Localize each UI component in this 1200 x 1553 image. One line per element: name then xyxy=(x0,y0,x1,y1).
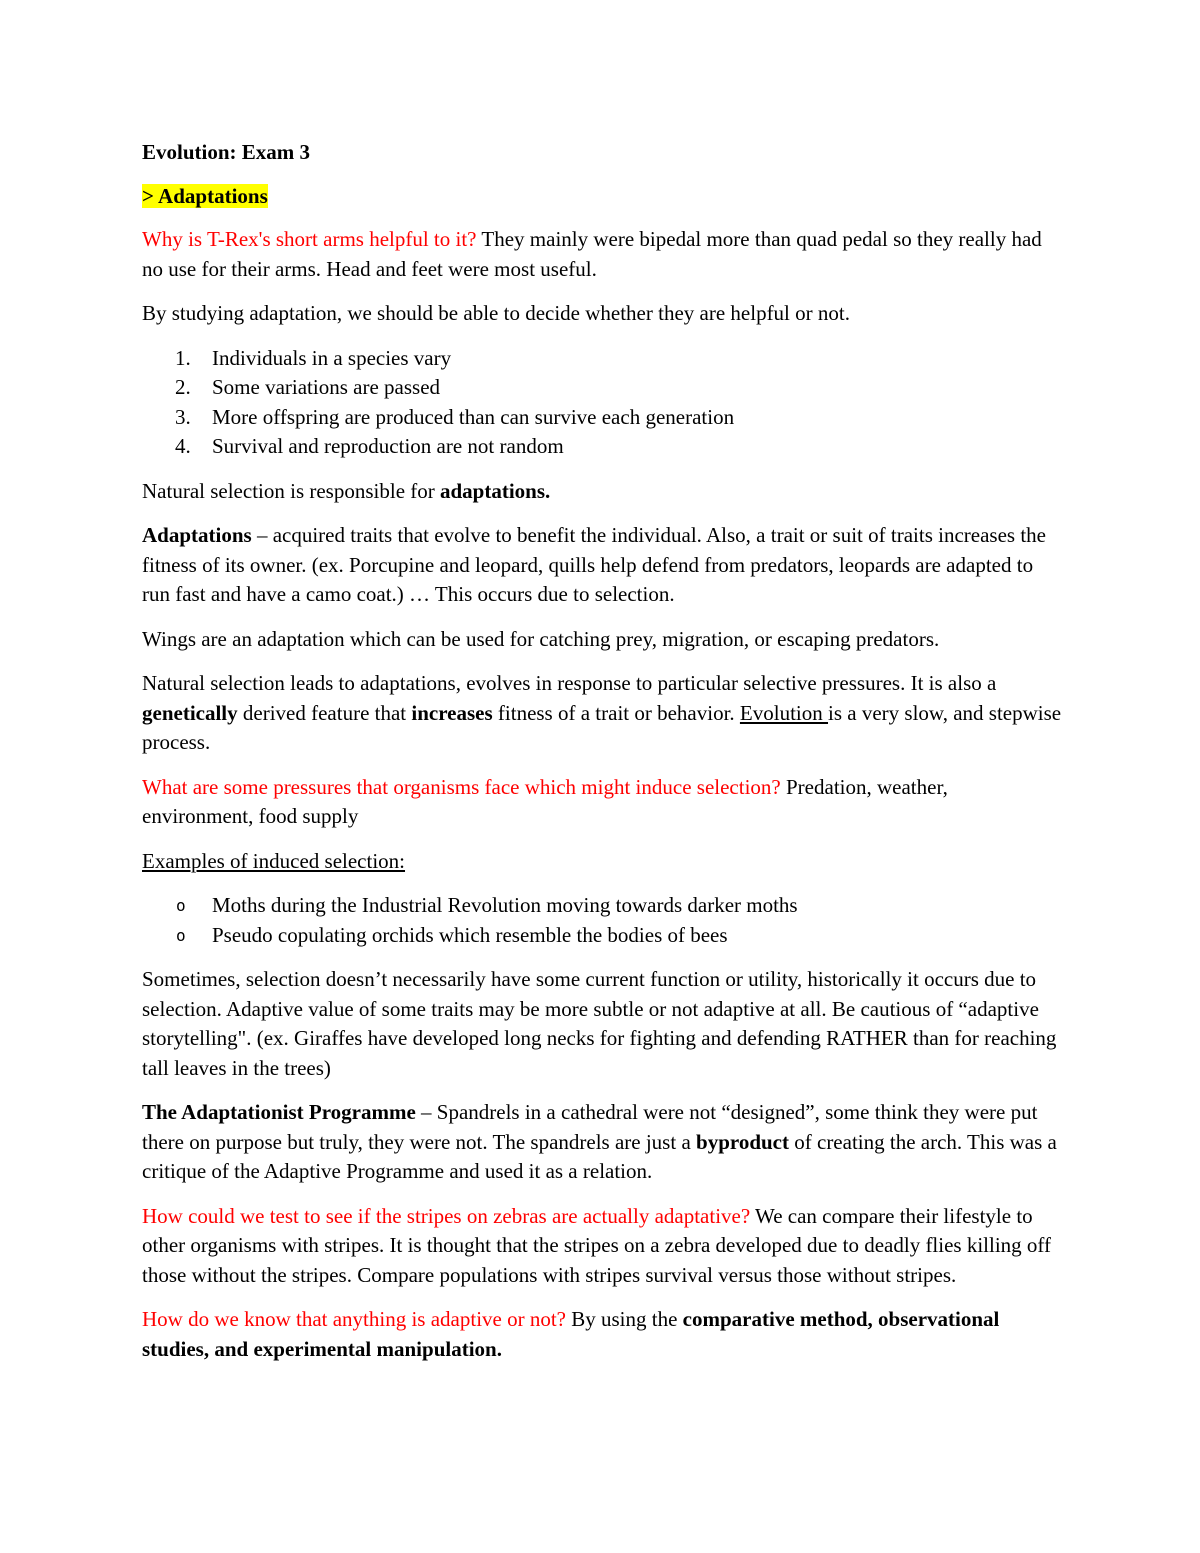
list-item xyxy=(142,373,1062,403)
paragraph-adaptationist-programme xyxy=(142,1098,1062,1187)
answer-text: We can compare their lifestyle to other organisms with stripes. It is thought that the stripes on a zebra developed due to deadly flies killing off those without the stripes. Compare populations with stripes survival versus those without stripes. xyxy=(142,1203,1052,1287)
list-item-text: Survival and reproduction are not random xyxy=(212,434,564,458)
definition-text: – acquired traits that evolve to benefit the individual. Also, a trait or suit of traits increases the fitness of its owner. (ex. Porcupine and leopard, quills help defend from predators, leopards are adapted to run fast and have a camo coat.) … This occurs due to selection. xyxy=(142,523,1046,606)
defined-term: Adaptations xyxy=(142,523,252,547)
list-item xyxy=(142,432,1062,462)
bullet-marker: o xyxy=(176,896,186,915)
bold-term: comparative method, observational studies, and experimental manipulation. xyxy=(142,1307,1000,1361)
defined-term: The Adaptationist Programme xyxy=(142,1100,416,1124)
underlined-heading: Examples of induced selection: xyxy=(142,848,406,873)
question-text: What are some pressures that organisms face which might induce selection? xyxy=(142,774,781,799)
paragraph-text: fitness of a trait or behavior. xyxy=(492,700,740,725)
list-item xyxy=(142,344,1062,374)
paragraph-selective-pressures xyxy=(142,669,1062,758)
paragraph-text: of creating the arch. This was a critique of the Adaptive Programme and used it as a relation. xyxy=(142,1129,1057,1183)
paragraph-zebra-stripes xyxy=(142,1202,1062,1291)
bold-term: genetically xyxy=(142,700,238,725)
paragraph-adaptive-storytelling: Sometimes, selection doesn’t necessarily have some current function or utility, historically it occurs due to selection. Adaptive value of some traits may be more subtle or not adaptive at all. Be cautious of “adaptive storytelling". (ex. Giraffes have developed long necks for fighting and defending RATHER than for reaching tall leaves in the trees) xyxy=(142,967,1057,1080)
list-item-text: Some variations are passed xyxy=(212,375,441,399)
question-text: How could we test to see if the stripes on zebras are actually adaptative? xyxy=(142,1203,751,1228)
paragraph-adaptations-definition xyxy=(142,521,1062,610)
list-item xyxy=(142,403,1062,433)
bold-term: increases xyxy=(411,700,493,725)
paragraph-text: Natural selection leads to adaptations, evolves in response to particular selective pressures. It is also a xyxy=(142,671,997,695)
paragraph-text: is a very slow, and stepwise process. xyxy=(142,700,1062,754)
underlined-term: Evolution xyxy=(739,700,829,725)
list-item-text: More offspring are produced than can survive each generation xyxy=(212,404,735,429)
list-number: 2. xyxy=(175,375,191,399)
document-title: Evolution: Exam 3 xyxy=(142,140,311,164)
document-page xyxy=(142,138,1062,1379)
bold-term: byproduct xyxy=(696,1129,789,1154)
answer-text: They mainly were bipedal more than quad pedal so they really had no use for their arms. Head and feet were most useful. xyxy=(142,227,1042,281)
numbered-list xyxy=(142,344,1062,462)
paragraph-text: derived feature that xyxy=(237,700,412,725)
highlighted-heading: > Adaptations xyxy=(142,183,268,208)
question-text: How do we know that anything is adaptive or not? xyxy=(142,1307,566,1331)
list-item xyxy=(142,891,1062,921)
examples-heading xyxy=(142,847,1062,877)
paragraph-pressures-question xyxy=(142,773,1062,832)
answer-text: By using the xyxy=(566,1307,683,1331)
list-item xyxy=(142,921,1062,951)
paragraph-trex xyxy=(142,225,1062,284)
answer-text: Predation, weather, environment, food supply xyxy=(142,774,948,828)
section-heading xyxy=(142,182,1062,212)
question-text: Why is T-Rex's short arms helpful to it? xyxy=(142,227,477,251)
paragraph-wings: Wings are an adaptation which can be used for catching prey, migration, or escaping predators. xyxy=(142,626,940,651)
bullet-marker: o xyxy=(176,925,186,945)
bold-term: adaptations. xyxy=(440,478,551,503)
paragraph-text: – Spandrels in a cathedral were not “designed”, some think they were put there on purpose but truly, they were not. The spandrels are just a xyxy=(142,1100,1038,1154)
paragraph-adaptive-methods xyxy=(142,1305,1062,1364)
list-number: 4. xyxy=(175,434,191,458)
list-number: 1. xyxy=(175,345,191,370)
list-number: 3. xyxy=(175,404,191,429)
list-item-text: Moths during the Industrial Revolution moving towards darker moths xyxy=(212,893,798,917)
list-item-text: Individuals in a species vary xyxy=(212,345,452,370)
paragraph-studying-adaptation: By studying adaptation, we should be able to decide whether they are helpful or not. xyxy=(142,301,850,325)
bullet-list xyxy=(142,891,1062,950)
paragraph-natural-selection xyxy=(142,477,1062,507)
paragraph-text: Natural selection is responsible for xyxy=(142,478,440,503)
list-item-text: Pseudo copulating orchids which resemble the bodies of bees xyxy=(212,922,728,947)
